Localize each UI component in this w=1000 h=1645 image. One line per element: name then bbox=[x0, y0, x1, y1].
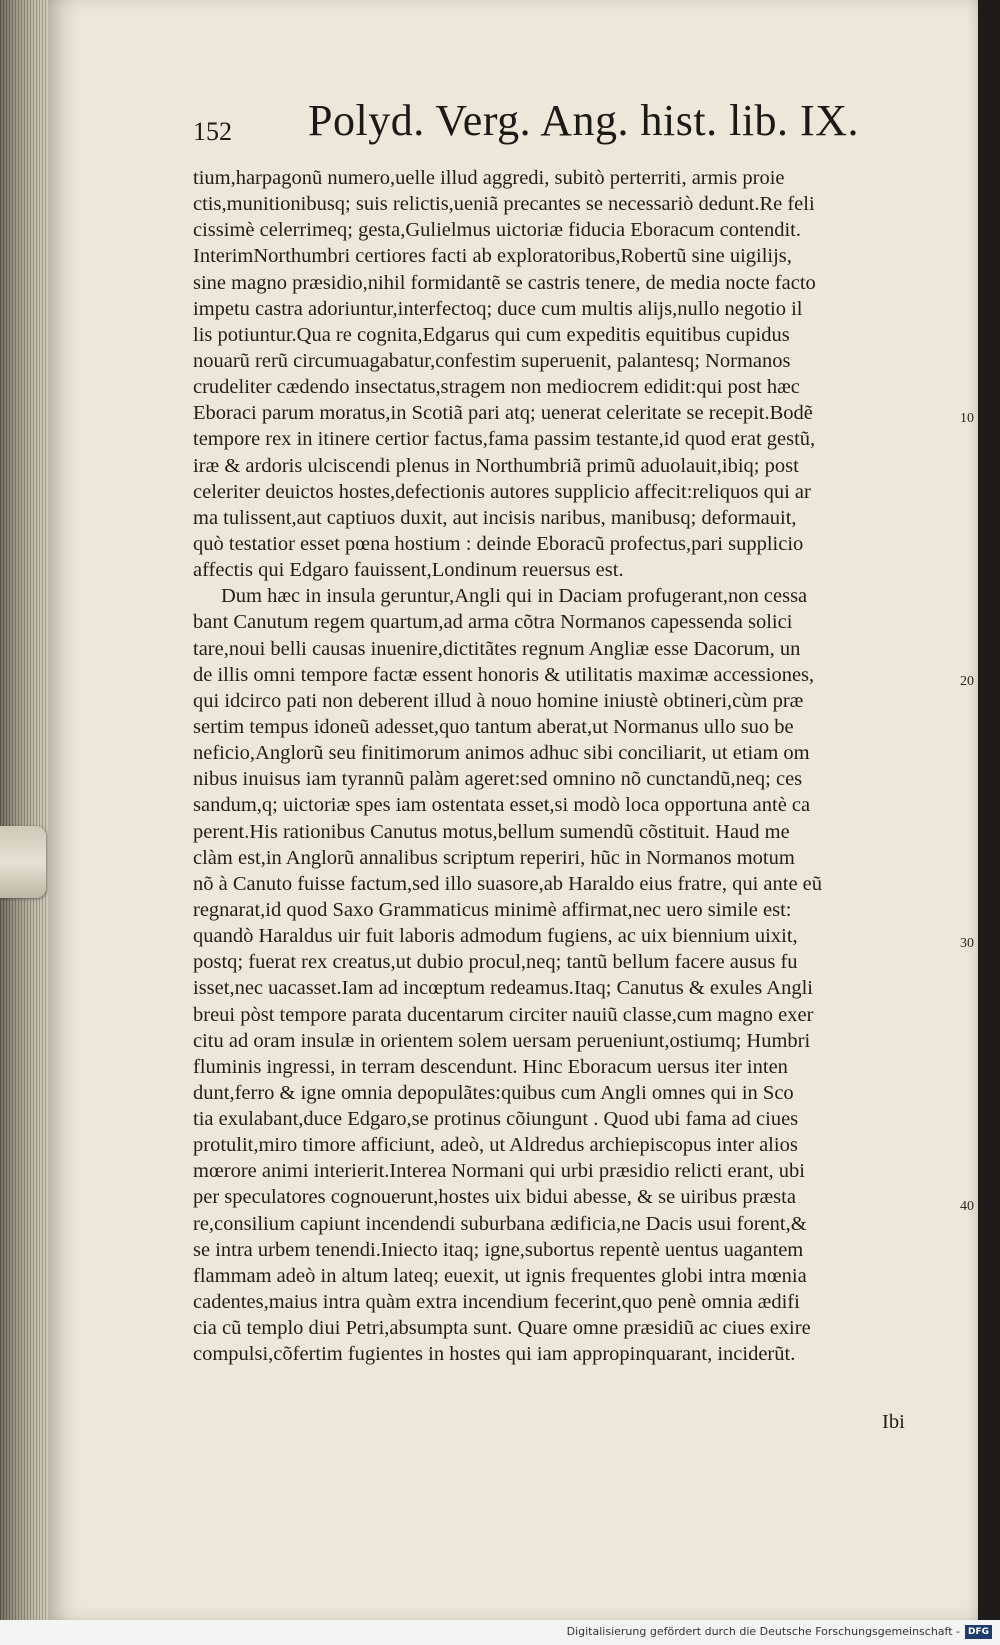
text-line: breui pòst tempore parata ducentarum circiter nauiũ classe,cum magno exer bbox=[193, 1003, 814, 1026]
text-line: postq; fuerat rex creatus,ut dubio procul,neq; tantũ bellum facere ausus fu bbox=[193, 951, 798, 974]
text-line: per speculatores cognouerunt,hostes uix bidui abesse, & se uiribus præsta bbox=[193, 1186, 796, 1209]
text-line: iræ & ardoris ulciscendi plenus in Northumbriã primũ aduolauit,ibiq; post bbox=[193, 454, 799, 477]
text-line: nouarũ rerũ circumuagabatur,confestim superuenit, palantesq; Normanos bbox=[193, 349, 791, 372]
text-line: mœrore animi interierit.Interea Normani qui urbi præsidio relicti erant, ubi bbox=[193, 1160, 805, 1183]
text-line: perent.His rationibus Canutus motus,bellum sumendũ cõstituit. Haud me bbox=[193, 820, 790, 843]
marginal-number-40: 40 bbox=[960, 1199, 974, 1214]
text-line: protulit,miro timore afficiunt, adeò, ut Aldredus archiepiscopus inter alios bbox=[193, 1134, 798, 1157]
text-line: tare,noui belli causas inuenire,dictitãtes regnum Angliæ esse Dacorum, un bbox=[193, 637, 801, 660]
text-line: lis potiuntur.Qua re cognita,Edgarus qui cum expeditis equitibus cupidus bbox=[193, 323, 790, 346]
text-line: InterimNorthumbri certiores facti ab exploratoribus,Robertũ sine uigilijs, bbox=[193, 245, 792, 268]
marginal-number-20: 20 bbox=[960, 674, 974, 689]
text-line: crudeliter cædendo insectatus,stragem non mediocrem edidit:qui post hæc bbox=[193, 376, 800, 399]
text-line: ma tulissent,aut captiuos duxit, aut incisis naribus, manibusq; deformauit, bbox=[193, 506, 797, 529]
text-line: sertim tempus idoneũ adesset,quo tantum aberat,ut Normanus ullo suo be bbox=[193, 715, 794, 738]
text-line: compulsi,cõfertim fugientes in hostes qui iam appropinquarant, inciderũt. bbox=[193, 1343, 796, 1366]
text-line: nõ à Canuto fuisse factum,sed illo suasore,ab Haraldo eius fratre, qui ante eũ bbox=[193, 872, 823, 895]
catchword: Ibi bbox=[882, 1411, 905, 1433]
running-title: Polyd. Verg. Ang. hist. lib. IX. bbox=[308, 96, 859, 145]
text-line: regnarat,id quod Saxo Grammaticus minimè affirmat,nec uero simile est: bbox=[193, 898, 792, 921]
body-text bbox=[193, 165, 903, 1367]
folio-number: 152 bbox=[193, 117, 232, 146]
page-header bbox=[193, 95, 913, 165]
text-line: Dum hæc in insula geruntur,Angli qui in Daciam profugerant,non cessa bbox=[221, 585, 808, 608]
text-line: cia cũ templo diui Petri,absumpta sunt. Quare omne præsidiũ ac ciues exire bbox=[193, 1317, 811, 1340]
text-line: cadentes,maius intra quàm extra incendium fecerint,quo penè omnia ædifi bbox=[193, 1291, 800, 1314]
text-line: se intra urbem tenendi.Iniecto itaq; igne,subortus repentè uentus uagantem bbox=[193, 1238, 804, 1261]
text-line: bant Canutum regem quartum,ad arma cõtra Normanos capessenda solici bbox=[193, 611, 793, 634]
text-line: fluminis ingressi, in terram descendunt. Hinc Eboracum uersus iter inten bbox=[193, 1055, 788, 1078]
dfg-logo-icon: DFG bbox=[965, 1625, 992, 1639]
text-line: isset,nec uacasset.Iam ad incœptum redeamus.Itaq; Canutus & exules Angli bbox=[193, 977, 813, 1000]
text-line: cissimè celerrimeq; gesta,Gulielmus uictoriæ fiducia Eboracum contendit. bbox=[193, 219, 801, 242]
funding-credit: Digitalisierung gefördert durch die Deutsche Forschungsgemeinschaft - bbox=[566, 1625, 960, 1638]
text-line: de illis omni tempore factæ essent honoris & utilitatis maximæ accessiones, bbox=[193, 663, 815, 686]
text-line: qui idcirco pati non deberent illud à nouo homine iniustè obtineri,cùm præ bbox=[193, 689, 804, 712]
text-line: sandum,q; uictoriæ spes iam ostentata esset,si modò loca opportuna antè ca bbox=[193, 794, 811, 817]
text-line: tempore rex in itinere certior factus,fama passim testante,id quod erat gestũ, bbox=[193, 428, 816, 451]
text-line: citu ad oram insulæ in orientem solem uersam perueniunt,ostiumq; Humbri bbox=[193, 1029, 811, 1052]
text-line: nibus inuisus iam tyrannũ palàm ageret:sed omnino nõ cunctandũ,neq; ces bbox=[193, 768, 803, 791]
text-line: Eboraci parum moratus,in Scotiã pari atq; uenerat celeritate se recepit.Bodẽ bbox=[193, 402, 813, 425]
marginal-number-30: 30 bbox=[960, 936, 974, 951]
text-line: tia exulabant,duce Edgaro,se protinus cõiungunt . Quod ubi fama ad ciues bbox=[193, 1108, 799, 1131]
text-line: tium,harpagonũ numero,uelle illud aggredi, subitò perterriti, armis proie bbox=[193, 167, 785, 189]
text-line: quandò Haraldus uir fuit laboris admodum fugiens, ac uix biennium uixit, bbox=[193, 925, 798, 948]
text-line: clàm est,in Anglorũ annalibus scriptum reperiri, hũc in Normanos motum bbox=[193, 846, 795, 869]
book-clasp bbox=[0, 826, 46, 898]
page-stack-lines bbox=[0, 0, 48, 1620]
text-line: celeriter deuictos hostes,defectionis autores supplicio affecit:reliquos qui ar bbox=[193, 480, 811, 503]
text-line: flammam adeò in altum lateq; euexit, ut ignis frequentes globi intra mœnia bbox=[193, 1264, 807, 1287]
text-line: dunt,ferro & igne omnia depopulãtes:quibus cum Angli omnes qui in Sco bbox=[193, 1081, 794, 1104]
text-line: re,consilium capiunt incendendi suburbana ædificia,ne Dacis usui forent,& bbox=[193, 1212, 807, 1235]
text-line: neficio,Anglorũ seu finitimorum animos adhuc sibi conciliarit, ut etiam om bbox=[193, 742, 810, 765]
footer-bar bbox=[0, 1620, 1000, 1645]
marginal-number-10: 10 bbox=[960, 411, 974, 426]
text-line: ctis,munitionibusq; suis relictis,ueniã precantes se necessariò dedunt.Re feli bbox=[193, 193, 815, 216]
text-line: impetu castra adoriuntur,interfectoq; duce cum multis alijs,nullo negotio il bbox=[193, 297, 803, 320]
text-line: quò testatior esset pœna hostium : deinde Eboracũ profectus,pari supplicio bbox=[193, 532, 804, 555]
text-line: sine magno præsidio,nihil formidantẽ se castris tenere, de media nocte facto bbox=[193, 271, 816, 294]
text-line: affectis qui Edgaro fauissent,Londinum reuersus est. bbox=[193, 559, 624, 582]
